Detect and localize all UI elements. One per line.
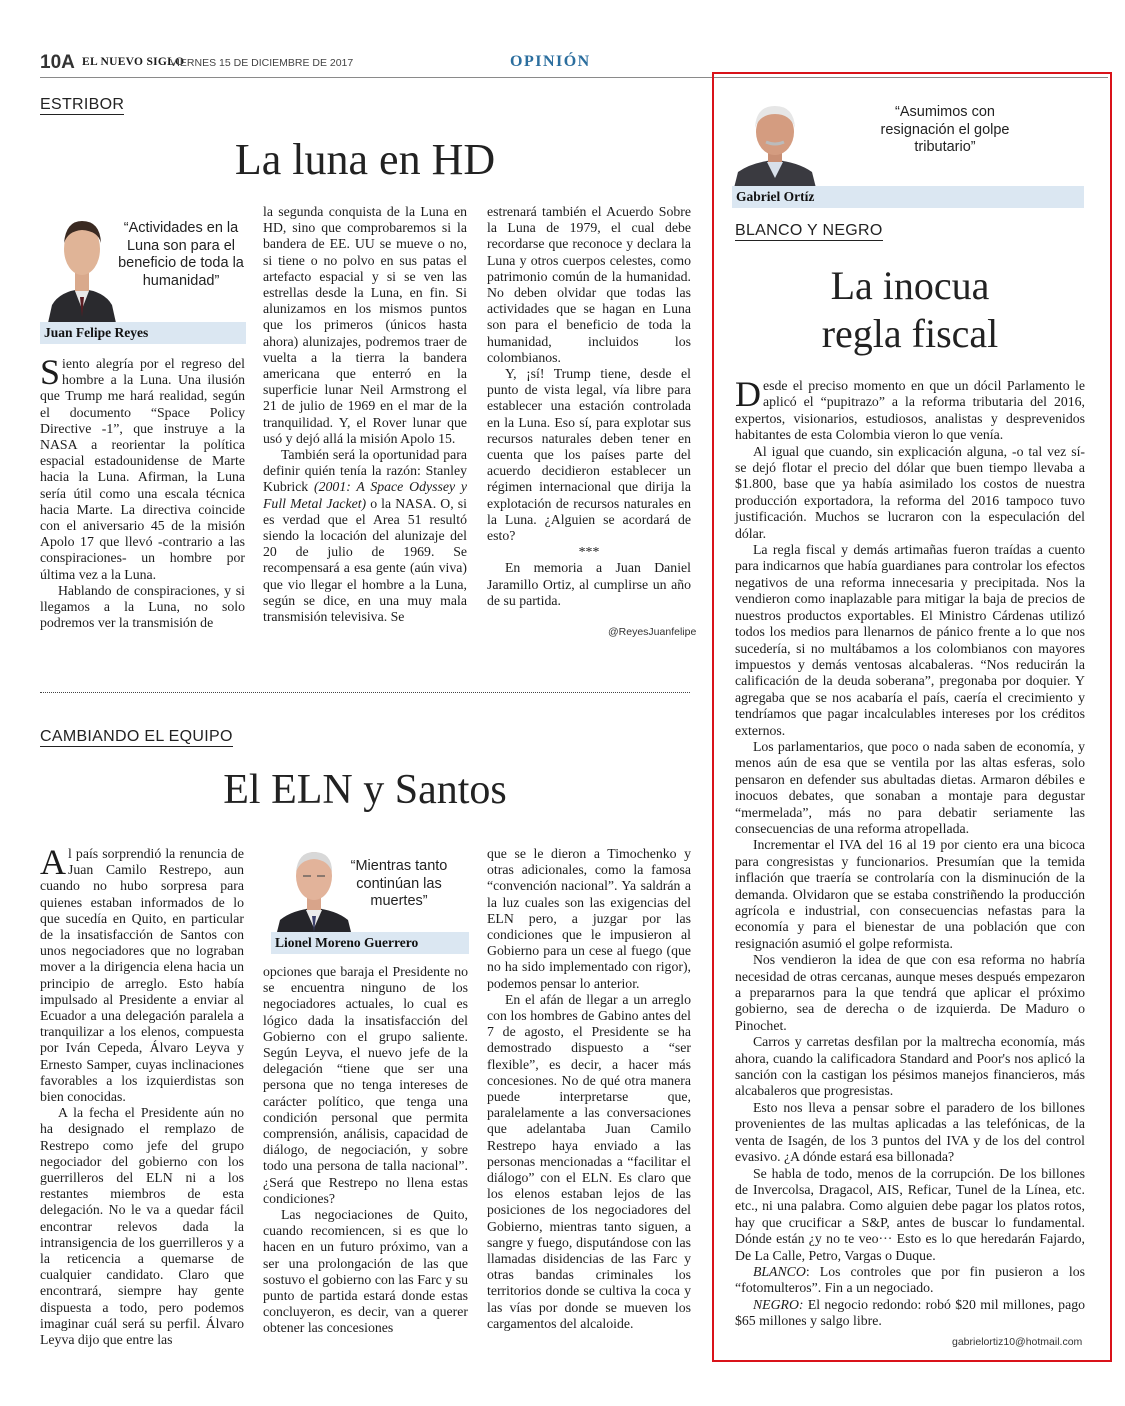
article2-column-1 <box>40 842 244 1348</box>
article1-col1-p1: iento alegría por el regreso del hombre a la Luna. Una ilusión que Trump me hará realidad, según el documento “Space Policy Directive -1”, que instruye a la NASA a reorientar la política espacial estadounidense de Marte hacia la Luna. Afirman, la Luna sería útil como una escala técnica hacia Marte. La directiva coincide con el aniversario 45 de la misión Apolo 17 que llevó -contrario a las conspiraciones- un hombre por última vez a la Luna. <box>40 356 245 582</box>
article1-column-2 <box>263 204 467 625</box>
page-number: 10A <box>40 52 75 73</box>
article1-col2-p1: la segunda conquista de la Luna en HD, sino que comprobaremos si la bandera de EE. UU se mueve o no, si tiene o no polvo en sus patas el artefacto espacial y si se ven las estrellas desde la Luna, en fin. Si alunizamos en los mismos puntos que los primeros (únicos hasta ahora) alunizajes, podremos traer de vuelta a la tierra la bandera americana que enterró en la superficie lunar Neil Armstrong el 21 de julio de 1969 en el mar de la tranquilidad. Y, el Rover lunar que usó y dejó allá la misión Apolo 15. <box>263 204 467 446</box>
article2-column-3 <box>487 846 691 1332</box>
article2-col3-p2: En el afán de llegar a un arreglo con los hombres de Gabino antes del 7 de agosto, el Presidente se ha demostrado dispuesto a “ser flexible”, es decir, a hacer más concesiones. No de qué otra manera puede interpretarse que, paralelamente a las conversaciones que adelantaba Juan Camilo Restrepo haya enviado a las personas mencionadas a “facilitar el diálogo” con el ELN. Es claro que los elenos estaban lejos de las posiciones de los negociadores del Gobierno, mientras tanto siguen, a sangre y fuego, disputándose con las llamadas disidencias de las Farc y otras bandas criminales los territorios donde se cultiva la coca y las vías por donde se mueven los cargamentos del alcaloide. <box>487 991 691 1331</box>
author-photo-juan-felipe-reyes <box>42 205 122 323</box>
article1-separator: *** <box>578 544 600 560</box>
article2-col2-p2: Las negociaciones de Quito, cuando recomiencen, si es que lo hacen en un futuro próximo, van a ser una prolongación de las que sostuvo el gobierno con las Farc y su punto de partida estará donde estas concluyeron, es decir, van a querer obtener las concesiones <box>263 1207 468 1336</box>
article3-kicker: BLANCO Y NEGRO <box>735 222 883 239</box>
article1-dropcap: S <box>40 352 61 392</box>
article1-twitter-handle: @ReyesJuanfelipe <box>608 626 697 638</box>
article1-col2-p2: También será la oportunidad para definir quién tenía la razón: Stanley Kubrick (2001: A Space Odyssey y Full Metal Jacket) o la NASA. O, si es verdad que el Area 51 resultó siendo la locación del alunizaje del 20 de julio de 1969. Se recompensará a esa gente (aún viva) que vio llegar el hombre a la Luna, según se dice, en una muy mala transmisión televisiva. Se <box>263 447 468 625</box>
article1-col3-p2: Y, ¡sí! Trump tiene, desde el punto de vista legal, vía libre para establecer una estación controlada en la Luna. Eso sí, para explotar sus recursos naturales deben tener en cuenta que los países parte del acuerdo decidieron establecer un régimen internacional que dirija la explotación de recursos naturales en la Luna. ¿Alguien se acordará de esto? <box>487 366 691 544</box>
article3-dropcap: D <box>735 374 761 414</box>
article1-column-3 <box>487 204 691 609</box>
article2-kicker: CAMBIANDO EL EQUIPO <box>40 728 233 745</box>
article2-col2-p1: opciones que baraja el Presidente no se encuentra ninguno de los negociadores actuales, lo cual es lógico dada la insatisfacción del Gobierno con el grupo saliente. Según Leyva, el nuevo jefe de la delegación “tiene que ser una persona que no tenga intereses de carácter político, que tenga una condición personal que permita comprensión, análisis, capacidad de diálogo, de negociación, y sobre todo una persona de talla nacional”. ¿Será que Restrepo no llena estas condiciones? <box>263 964 468 1206</box>
article3-p1: esde el preciso momento en que un dócil Parlamento le aplicó el “pupitrazo” a la reforma tributaria del 2016, expertos, visionarios, estudiosos, analistas y desprevenidos habitantes de esta Colombia vieron lo que venía. <box>735 378 1085 443</box>
article3-email: gabrielortiz10@hotmail.com <box>952 1336 1083 1348</box>
article1-headline: La luna en HD <box>234 135 496 184</box>
section-divider <box>40 692 690 693</box>
article3-blanco: BLANCO: Los controles que por fin pusieron a los “fotomulteros”. Fin a un negociado. <box>735 1263 1085 1296</box>
article2-column-2 <box>263 964 468 1337</box>
article1-kicker: ESTRIBOR <box>40 96 125 113</box>
article2-col1-p2: A la fecha el Presidente aún no ha designado el remplazo de Restrepo como jefe del grupo negociador del gobierno con los guerrilleros del ELN ni a los restantes miembros de esta delegación. No le va a quedar fácil encontrar relevos dada la intransigencia de los guerrilleros y a la reticencia a quemarse de cualquier candidato. Claro que encontrará, siempre hay gente dispuesta a todo, pero podemos imaginar cuál será su perfil. Álvaro Leyva dijo que entre las <box>40 1105 244 1348</box>
article1-pull-quote: “Actividades en la Luna son para el beneficio de toda la humanidad” <box>118 220 244 289</box>
article2-author-name: Lionel Moreno Guerrero <box>271 932 469 954</box>
article2-col3-p1: que se le dieron a Timochenko y otras adicionales, como la famosa “convención nacional”. Ya saldrán a la luz cuales son las exigencias del ELN pero, a juzgar por las condiciones que le impusieron al Gobierno para un cese al fuego (que no ha sido implementado con rigor), podemos pensar lo anterior. <box>487 846 691 991</box>
article2-pull-quote: “Mientras tanto continúan las muertes” <box>350 858 448 909</box>
article3-body <box>735 374 1085 1330</box>
article1-author-name: Juan Felipe Reyes <box>40 322 246 344</box>
article3-pull-quote: “Asumimos con resignación el golpe tributario” <box>880 104 1010 155</box>
article3-p6: Nos vendieron la idea de que con esa reforma no habría necesidad de otras cercanas, aunque meses después empezaron a prepararnos para la que tendrá que aplicar el próximo gobierno, sea de derecha o de izquierda. De Maduro o Pinochet. <box>735 952 1085 1033</box>
article1-col3-p1: estrenará también el Acuerdo Sobre la Luna de 1979, el cual debe recordarse que reconoce y declara la Luna y otros cuerpos celestes, como patrimonio común de la humanidad. No deben olvidar que todas las actividades que se hagan en Luna son para el beneficio de toda la humanidad, incluidos los colombianos. <box>487 204 691 365</box>
article1-column-1 <box>40 352 245 631</box>
article3-p3: La regla fiscal y demás artimañas fueron traídas a cuento para indicarnos que había guardianes para controlar los efectos negativos de una reforma innecesaria y precipitada. Nos la vendieron como inaplazable para mitigar la baja de precios de nuestros productos exportables. El Ministro Cárdenas utilizó todos los medios para llenarnos de pánico frente a lo que nos sucedería, si no multábamos a los colombianos con mayores impuestos y demás ventosas alcabaleras. “Nos reducirán la calificación de la deuda soberana”, pregonaba por doquier. Y agregaba que se nos acabaría el país, caería el crecimiento y tendríamos que pagar incalculables intereses por los créditos externos. <box>735 542 1085 738</box>
article1-col3-p3: En memoria a Juan Daniel Jaramillo Ortiz, al cumplirse un año de su partida. <box>487 560 691 608</box>
article3-p7: Carros y carretas desfilan por la maltrecha economía, más ahora, cuando la calificadora Standard and Poor's nos aplicó la sanción con la castigan los pésimos manejos financieros, más alcabaleros que progresistas. <box>735 1034 1085 1099</box>
article2-headline: El ELN y Santos <box>223 767 507 813</box>
article3-author-name: Gabriel Ortíz <box>732 186 1084 208</box>
article2-col1-p1: l país sorprendió la renuncia de Juan Camilo Restrepo, aun cuando no hubo sorpresa para quienes estaban informados de lo que sucedía en Quito, en particular de la insatisfacción de Santos con unos negociadores que no lograban mover a la dirigencia elena hacia un principio de arreglo. Esto había impulsado al Presidente a enviar al Ecuador a una delegación paralela a tranquilizar a los elenos, compuesta por Iván Cepeda, Álvaro Leyva y Ernesto Samper, cuyas inclinaciones favorables a los izquierdistas son bien conocidas. <box>40 846 244 1105</box>
article3-p5: Incrementar el IVA del 16 al 19 por ciento era una bicoca para congresistas y funcionarios. Presumían que la temida inflación que traería se controlaría con la disminución de la demanda. Olvidaron que se estaba constriñendo la producción agrícola e industrial, con consecuencias nefastas para la economía y para el bienestar de una población que con resignación asumió el golpe reformista. <box>735 837 1085 951</box>
newspaper-name: EL NUEVO SIGLO <box>82 56 185 68</box>
article2-dropcap: A <box>40 842 66 882</box>
section-title: OPINIÓN <box>510 53 591 70</box>
article3-headline: La inocua regla fiscal <box>821 263 999 356</box>
article3-p9: Se habla de todo, menos de la corrupción. De los billones de Invercolsa, Dragacol, AIS, Reficar, Tunel de la Línea, etc. etc., ni una palabra. Como alguien debe pagar los platos rotos, hay que crucificar a S&P, antes de buscar lo fundamental. Dónde están ¿y no te veo··· Esto es lo que heredarán Fajardo, De La Calle, Petro, Vargas o Duque. <box>735 1165 1085 1263</box>
article3-negro: NEGRO: El negocio redondo: robó $20 mil millones, pago $65 millones y salgo libre. <box>735 1296 1085 1329</box>
article1-col1-p2: Hablando de conspiraciones, y si llegamos a la Luna, no solo podremos ver la transmisión de <box>40 582 245 631</box>
article3-p8: Esto nos lleva a pensar sobre el paradero de los billones provenientes de las multas aplicadas a las telefónicas, de la venta de Isagén, de los 3 puntos del IVA y de los del control evasivo. ¿A dónde estará esa billonada? <box>735 1099 1085 1165</box>
article3-p4: Los parlamentarios, que poco o nada saben de economía, y menos aún de esa que se ventila por las altas esferas, solo pensaron en defender sus abultadas dietas. Armaron débiles e inocuos debates, que sonaban a montaje para degustar “mermelada”, más no para debatir seriamente las consecuencias de una reforma atropellada. <box>735 738 1085 836</box>
issue-date: VIERNES 15 DE DICIEMBRE DE 2017 <box>170 57 354 69</box>
author-photo-gabriel-ortiz <box>732 96 818 188</box>
article3-p2: Al igual que cuando, sin explicación alguna, -o tal vez sí- se dejó flotar el precio del dólar que buen tiempo llevaba a $1.800, base que ya había asimilado los costos de nuestra producción exportadora, la reforma del 2016 tampoco tuvo justificación. Muchos se lucraron con la especulación del dólar. <box>735 443 1085 541</box>
